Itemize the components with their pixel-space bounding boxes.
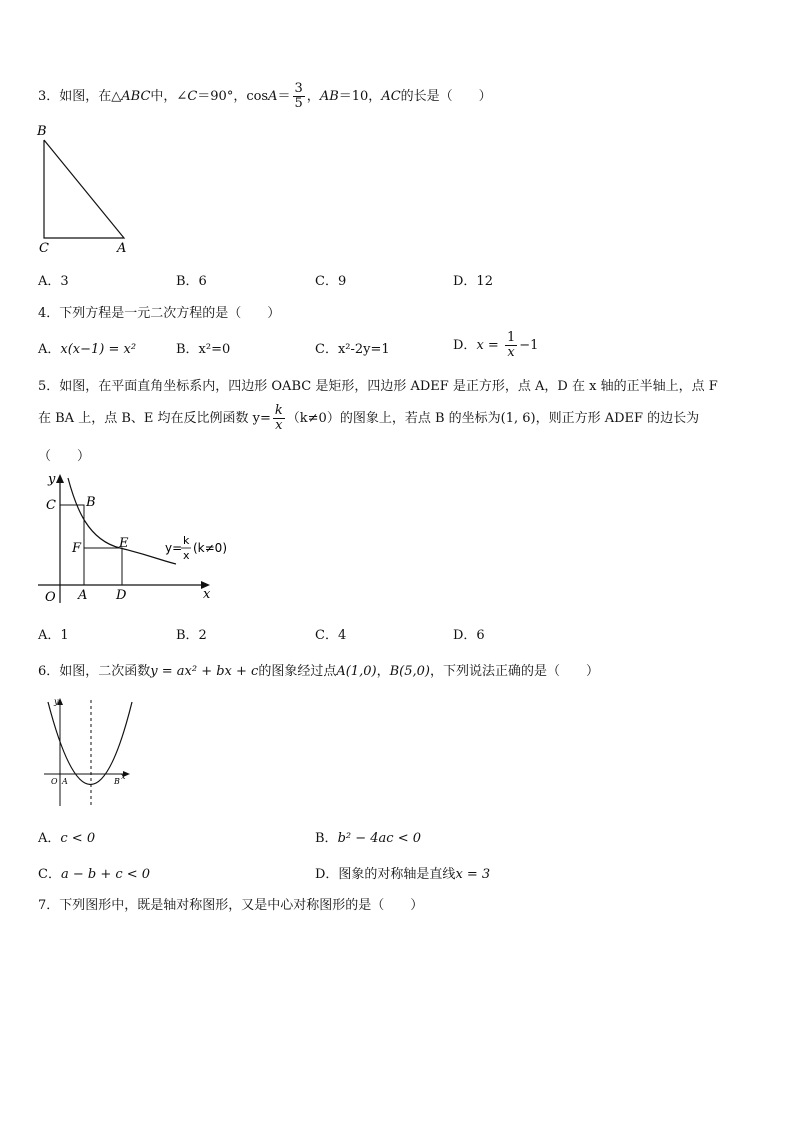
q3-abc: ABC (121, 89, 151, 104)
q3-c: C (187, 89, 198, 104)
label-o: O (51, 777, 58, 786)
label-x: x (121, 772, 126, 781)
label-f: F (72, 541, 82, 556)
q4-option-d-label: D． (453, 338, 477, 353)
q3-text: 如图，在△ (59, 89, 122, 104)
q3-number: 3． (38, 89, 60, 104)
q6-option-a[interactable]: A．c < 0 (38, 831, 96, 846)
func-label-num: k (183, 534, 190, 547)
q5-fraction: $\frac{k}{x}$ (274, 403, 283, 433)
q6-function: y = ax² + bx + c (150, 664, 259, 679)
label-y: y (54, 697, 59, 706)
q6-option-c[interactable]: C．a − b + c < 0 (38, 867, 151, 882)
func-label-cond: (k≠0) (193, 541, 228, 555)
label-d: D (116, 588, 127, 603)
label-y: y (48, 472, 56, 487)
question-3 (38, 78, 492, 116)
question-4: 4．下列方程是一元二次方程的是（ ） (38, 306, 281, 321)
q4-option-a[interactable] (38, 338, 136, 357)
q3-text: ＝90°，cos (197, 89, 269, 104)
q5-coordinate-figure (30, 468, 228, 608)
question-6: 6．如图，二次函数y = ax² + bx + c的图象经过点A(1,0)，B(5,0)，下列说法正确的是（ ） (38, 664, 599, 679)
q6-point-b: B(5,0) (389, 664, 430, 679)
q3-fraction: $\frac{3}{5}$ (294, 81, 303, 111)
q5-option-b[interactable]: B．2 (176, 628, 207, 643)
func-label-den: x (183, 549, 190, 562)
label-o: O (45, 590, 56, 605)
label-b: B (114, 777, 120, 786)
question-5-line-2: 在 BA 上，点 B、E 均在反比例函数 y= $\frac{k}{x}$ （k≠0）的图象上，若点 B 的坐标为(1, 6)，则正方形 ADEF 的边长为 (38, 403, 700, 433)
q5-option-c[interactable]: C．4 (315, 628, 347, 643)
q3-ab: AB (319, 89, 339, 104)
q3-text: 的长是（ ） (400, 89, 492, 104)
q3-a: A (268, 89, 278, 104)
q3-option-b[interactable]: B．6 (176, 274, 207, 289)
q6-option-b[interactable]: B．b² − 4ac < 0 (315, 831, 421, 846)
q3-option-d[interactable]: D．12 (453, 274, 493, 289)
q4-option-c[interactable]: C．x²-2y=1 (315, 342, 390, 357)
label-b: B (86, 495, 96, 510)
label-a: A (78, 588, 88, 603)
q3-triangle-figure (30, 120, 140, 258)
label-e: E (119, 536, 129, 551)
q3-text: ， (306, 89, 320, 104)
q3-text: ＝10， (338, 89, 382, 104)
q6-option-d[interactable]: D．图象的对称轴是直线x = 3 (315, 867, 491, 882)
q3-ac: AC (381, 89, 401, 104)
q4-option-d-fraction: $\frac{1}{x}$ (506, 330, 516, 360)
q3-text: 中，∠ (150, 89, 188, 104)
q3-option-a[interactable]: A．3 (38, 274, 69, 289)
label-a: A (62, 777, 68, 786)
q5-option-d[interactable]: D．6 (453, 628, 485, 643)
label-x: x (203, 587, 211, 602)
q3-text: ＝ (277, 89, 291, 104)
y-axis-arrow (56, 474, 64, 483)
triangle-shape (44, 140, 124, 238)
label-a: A (117, 241, 127, 256)
question-7: 7．下列图形中，既是轴对称图形，又是中心对称图形的是（ ） (38, 898, 424, 913)
label-c: C (39, 241, 49, 256)
question-5-line-1: 5．如图，在平面直角坐标系内，四边形 OABC 是矩形，四边形 ADEF 是正方形，点 A，D 在 x 轴的正半轴上，点 F (38, 379, 718, 394)
q6-point-a: A(1,0) (336, 664, 377, 679)
square-adef (84, 548, 122, 585)
q5-option-a[interactable]: A．1 (38, 628, 69, 643)
q6-parabola-figure (40, 692, 140, 810)
q4-option-a-label: A． (38, 342, 61, 357)
parabola-curve (48, 702, 132, 785)
label-b: B (37, 124, 47, 139)
q4-option-a-expr: x(x−1) = x² (60, 342, 137, 357)
q3-option-c[interactable]: C．9 (315, 274, 347, 289)
q4-option-d[interactable]: D．x = $\frac{1}{x}$ −1 (453, 330, 539, 360)
label-c: C (46, 498, 56, 513)
q4-option-b[interactable]: B．x²=0 (176, 342, 231, 357)
question-5-line-3: （ ） (38, 449, 91, 464)
func-label-y: y= (165, 541, 183, 555)
